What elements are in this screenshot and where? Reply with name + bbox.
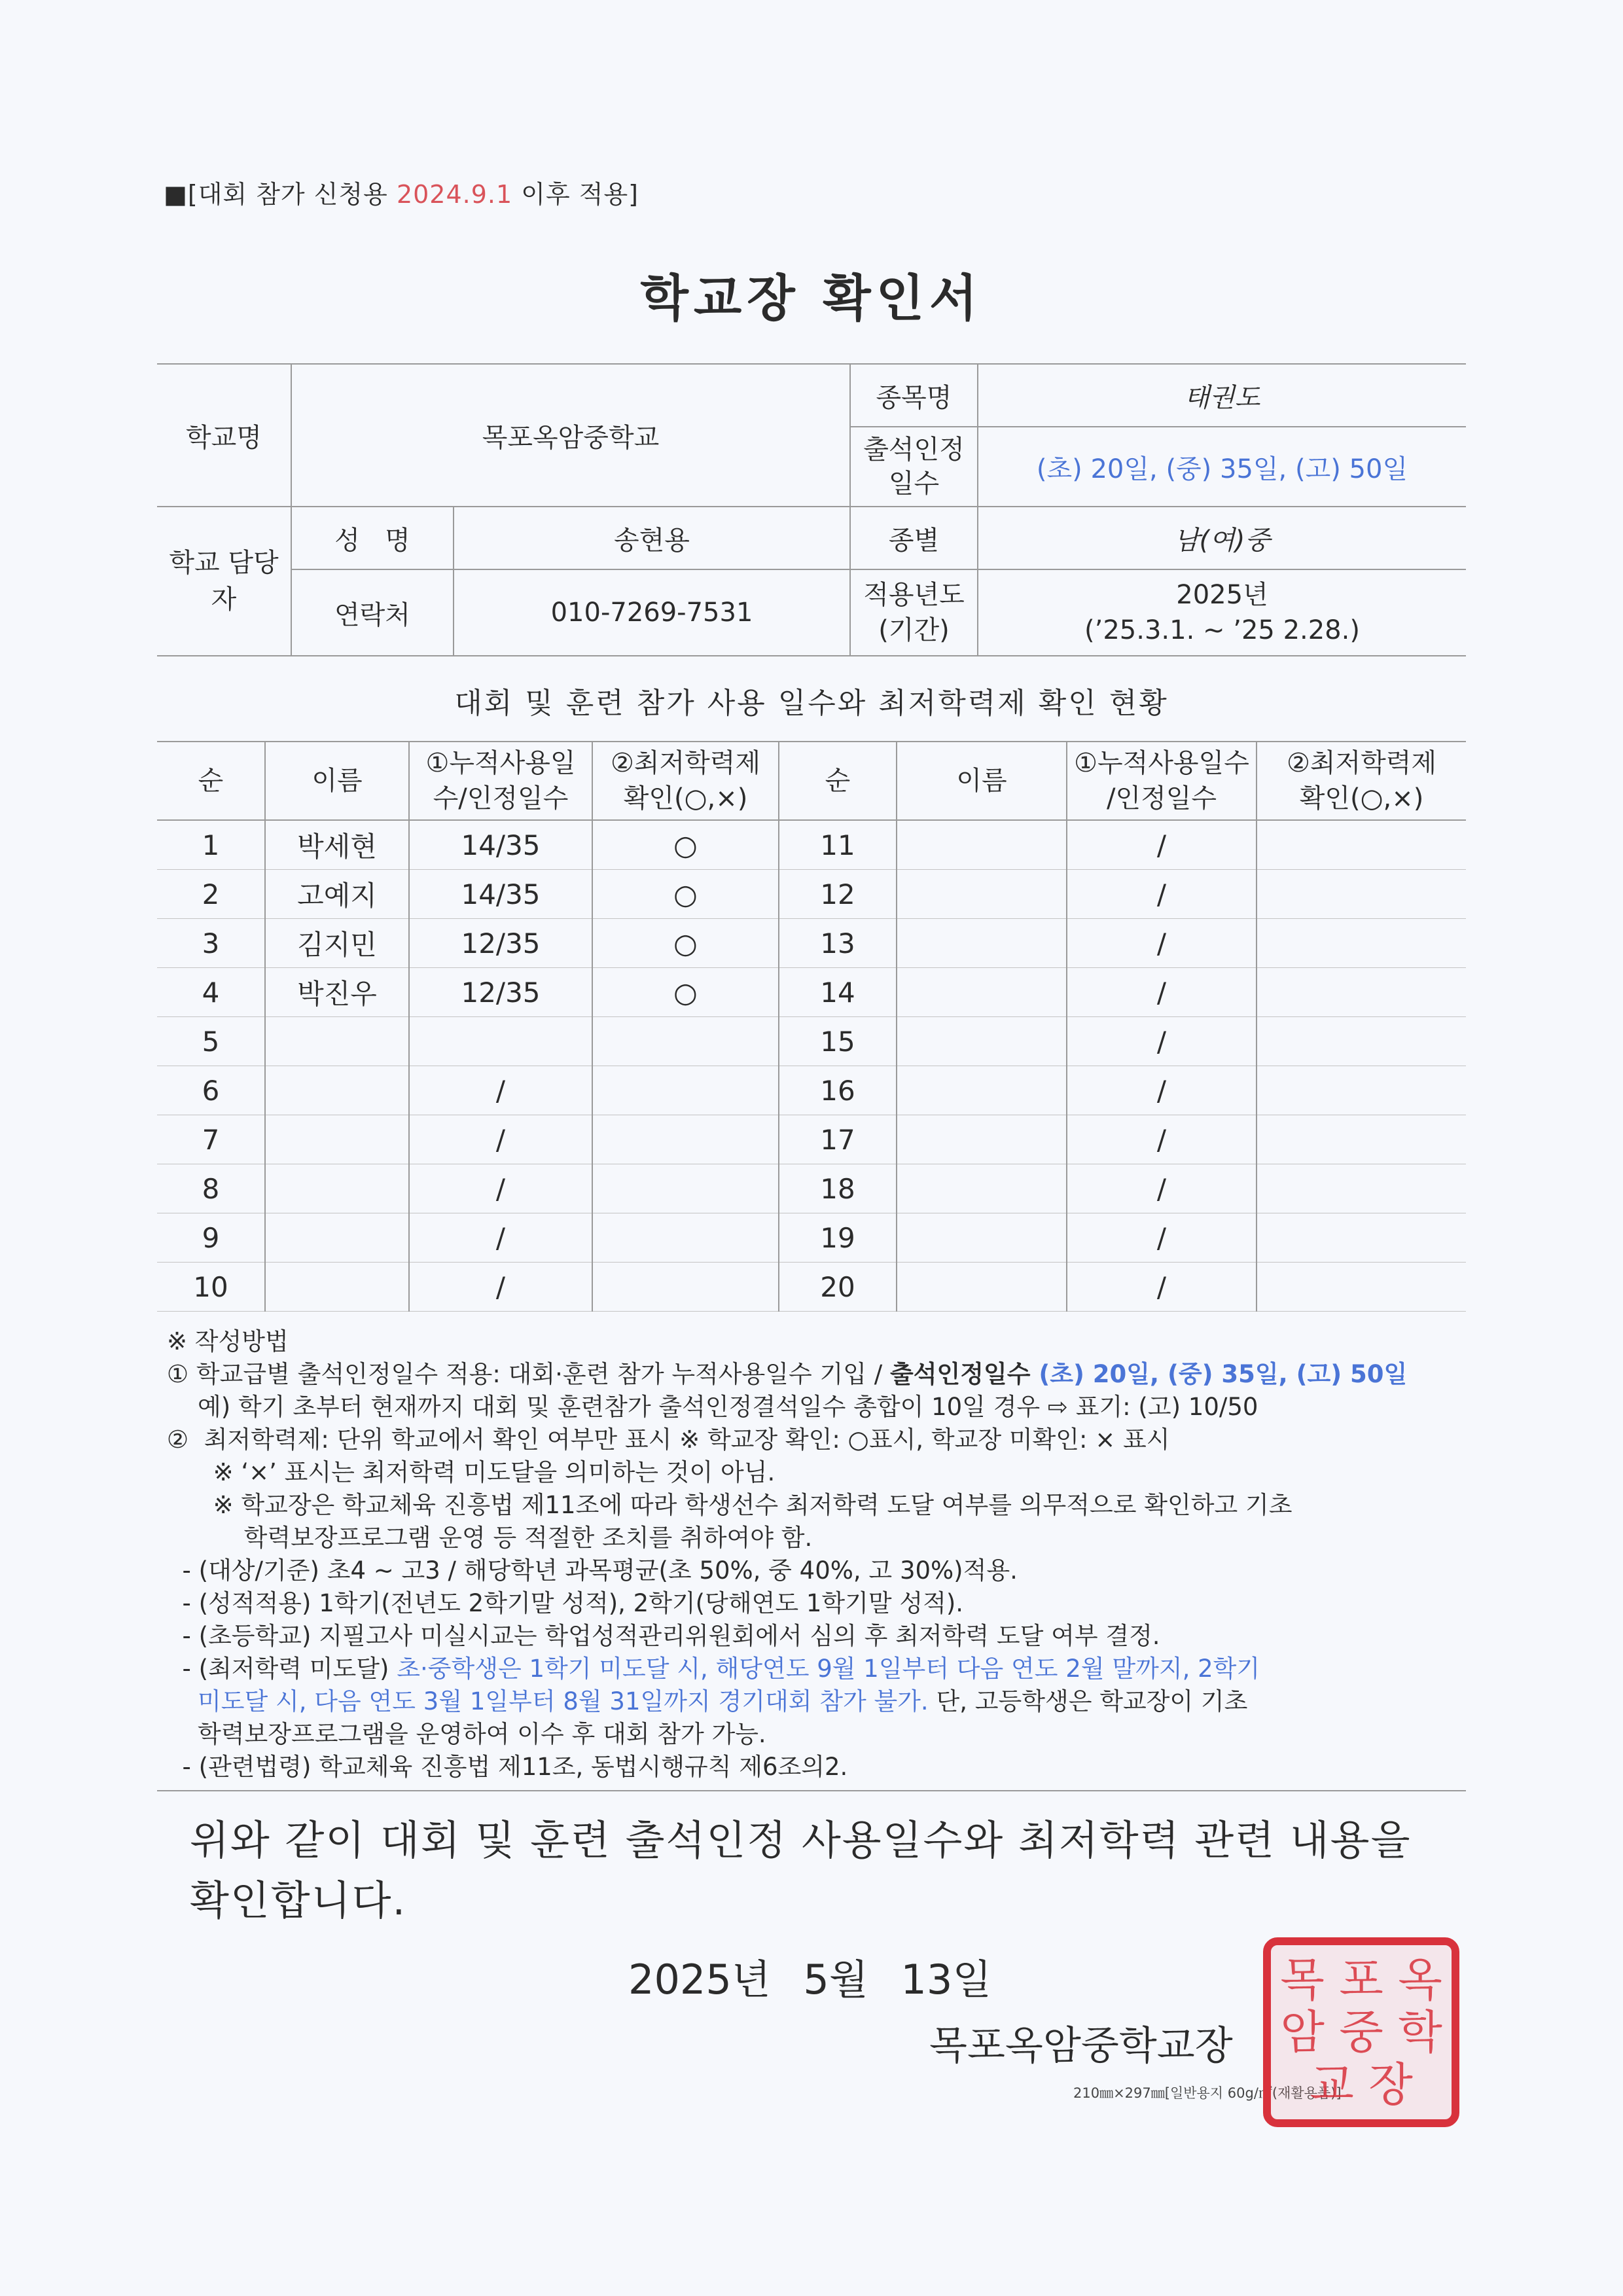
cell-name2 bbox=[897, 919, 1067, 968]
instruction-line bbox=[167, 1685, 1476, 1718]
header-days-line1: ①누적사용일 bbox=[425, 748, 576, 778]
status-title: 대회 및 훈련 참가 사용 일수와 최저학력제 확인 현황 bbox=[454, 687, 1169, 720]
cell-name2 bbox=[897, 1017, 1067, 1066]
cell-days: / bbox=[409, 1066, 592, 1115]
header-min-line1: ②최저학력제 bbox=[610, 748, 761, 778]
sport-value: 태권도 bbox=[978, 364, 1466, 427]
cell-days2: / bbox=[1067, 820, 1257, 870]
cell-min2 bbox=[1257, 1263, 1466, 1312]
cell-name bbox=[265, 1164, 409, 1213]
cell-no: 7 bbox=[157, 1115, 265, 1164]
cell-no2: 16 bbox=[779, 1066, 897, 1115]
cell-days: / bbox=[409, 1213, 592, 1263]
name-label: 성 명 bbox=[291, 507, 454, 569]
cell-name2 bbox=[897, 1115, 1067, 1164]
table-header-row bbox=[157, 742, 1466, 820]
instruction-blue: 미도달 시, 다음 연도 3월 1일부터 8월 31일까지 경기대회 참가 불가. bbox=[167, 1687, 929, 1715]
table-row bbox=[157, 1017, 1466, 1066]
confirmation-statement: 위와 같이 대회 및 훈련 출석인정 사용일수와 최저학력 관련 내용을 확인합니다. bbox=[190, 1816, 1412, 1924]
cell-min2 bbox=[1257, 870, 1466, 919]
cell-min bbox=[592, 1066, 779, 1115]
cell-no: 2 bbox=[157, 870, 265, 919]
cell-name bbox=[265, 1263, 409, 1312]
cell-min: ○ bbox=[592, 820, 779, 870]
gender-label: 종별 bbox=[850, 507, 978, 569]
table-row bbox=[157, 1263, 1466, 1312]
header-min-2 bbox=[1257, 742, 1466, 820]
cell-min bbox=[592, 1017, 779, 1066]
cell-name: 고예지 bbox=[265, 870, 409, 919]
cell-no: 9 bbox=[157, 1213, 265, 1263]
instruction-line: 학력보장프로그램을 운영하여 이수 후 대회 참가 가능. bbox=[167, 1720, 766, 1748]
instruction-line: - (초등학교) 지필고사 미실시교는 학업성적관리위원회에서 심의 후 최저학력 도달 여부 결정. bbox=[167, 1622, 1160, 1650]
header-days bbox=[409, 742, 592, 820]
cell-no: 10 bbox=[157, 1263, 265, 1312]
participant-table bbox=[157, 741, 1466, 1312]
year-label: 적용년도 (기간) bbox=[850, 569, 978, 656]
cell-days: / bbox=[409, 1164, 592, 1213]
cell-min2 bbox=[1257, 820, 1466, 870]
school-name-value: 목포옥암중학교 bbox=[291, 364, 850, 507]
table-row bbox=[157, 820, 1466, 870]
cell-name: 김지민 bbox=[265, 919, 409, 968]
table-row bbox=[157, 1066, 1466, 1115]
table-body bbox=[157, 820, 1466, 1312]
instruction-line: ※ 학교장은 학교체육 진흥법 제11조에 따라 학생선수 최저학력 도달 여부를 의무적으로 확인하고 기초 bbox=[167, 1491, 1293, 1519]
usage-note-date: 2024.9.1 bbox=[396, 180, 513, 209]
instruction-line: ② 최저학력제: 단위 학교에서 확인 여부만 표시 ※ 학교장 확인: ○표시, 학교장 미확인: × 표시 bbox=[167, 1426, 1170, 1454]
cell-days: 14/35 bbox=[409, 870, 592, 919]
paper-size-note: 210㎜×297㎜[일반용지 60g/㎡(재활용품)] bbox=[1073, 2085, 1342, 2101]
cell-min bbox=[592, 1263, 779, 1312]
table-row bbox=[157, 968, 1466, 1017]
cell-no2: 18 bbox=[779, 1164, 897, 1213]
contact-value: 010-7269-7531 bbox=[454, 569, 850, 656]
form-usage-note bbox=[164, 174, 639, 210]
seal-glyph: 중 bbox=[1339, 2005, 1383, 2059]
cell-min bbox=[592, 1213, 779, 1263]
cell-days2: / bbox=[1067, 1164, 1257, 1213]
cell-days2: / bbox=[1067, 1213, 1257, 1263]
header-name-2: 이름 bbox=[897, 742, 1067, 820]
instruction-line: - (관련법령) 학교체육 진흥법 제11조, 동법시행규칙 제6조의2. bbox=[167, 1753, 848, 1781]
info-table bbox=[157, 363, 1466, 656]
instruction-bold: 출석인정일수 bbox=[890, 1360, 1039, 1388]
table-row bbox=[157, 1115, 1466, 1164]
usage-note-suffix: 이후 적용] bbox=[512, 180, 639, 209]
instruction-line: - (대상/기준) 초4 ~ 고3 / 해당학년 과목평균(초 50%, 중 40%, 고 30%)적용. bbox=[167, 1556, 1018, 1585]
cell-name2 bbox=[897, 968, 1067, 1017]
cell-min: ○ bbox=[592, 919, 779, 968]
instruction-blue: 초·중학생은 1학기 미도달 시, 해당연도 9월 1일부터 다음 연도 2월 말까지, 2학기 bbox=[397, 1655, 1260, 1683]
cell-min: ○ bbox=[592, 870, 779, 919]
header-days2-line1: ①누적사용일수 bbox=[1074, 748, 1249, 778]
instructions-heading: ※ 작성방법 bbox=[167, 1327, 289, 1355]
header-name: 이름 bbox=[265, 742, 409, 820]
school-seal bbox=[1263, 1937, 1459, 2127]
instruction-line: 예) 학기 초부터 현재까지 대회 및 훈련참가 출석인정결석일수 총합이 10일 경우 ⇨ 표기: (고) 10/50 bbox=[167, 1393, 1258, 1421]
cell-no: 3 bbox=[157, 919, 265, 968]
cell-no: 5 bbox=[157, 1017, 265, 1066]
header-min2-line1: ②최저학력제 bbox=[1286, 748, 1437, 778]
cell-no2: 15 bbox=[779, 1017, 897, 1066]
attendance-value: (초) 20일, (중) 35일, (고) 50일 bbox=[978, 427, 1466, 507]
confirmation-date: 2025년 5월 13일 bbox=[628, 1956, 992, 2003]
cell-days: 12/35 bbox=[409, 968, 592, 1017]
cell-min: ○ bbox=[592, 968, 779, 1017]
cell-no2: 11 bbox=[779, 820, 897, 870]
cell-name2 bbox=[897, 1164, 1067, 1213]
cell-min2 bbox=[1257, 1164, 1466, 1213]
cell-min2 bbox=[1257, 1115, 1466, 1164]
cell-no: 8 bbox=[157, 1164, 265, 1213]
contact-label: 연락처 bbox=[291, 569, 454, 656]
seal-lettering bbox=[1271, 1945, 1452, 2119]
seal-glyph: 목 bbox=[1280, 1953, 1325, 2007]
cell-days2: / bbox=[1067, 968, 1257, 1017]
instruction-line bbox=[167, 1653, 1476, 1685]
instruction-text: - (최저학력 미도달) bbox=[167, 1655, 397, 1683]
cell-name bbox=[265, 1213, 409, 1263]
gender-value: 남(여)중 bbox=[978, 507, 1466, 569]
seal-glyph: 암 bbox=[1280, 2005, 1325, 2059]
cell-min2 bbox=[1257, 968, 1466, 1017]
cell-days2: / bbox=[1067, 1115, 1257, 1164]
cell-days2: / bbox=[1067, 1017, 1257, 1066]
cell-no2: 19 bbox=[779, 1213, 897, 1263]
staff-label: 학교 담당자 bbox=[157, 507, 291, 656]
table-row bbox=[157, 919, 1466, 968]
header-days2-line2: /인정일수 bbox=[1106, 783, 1217, 814]
header-days-line2: 수/인정일수 bbox=[433, 783, 569, 814]
cell-no2: 17 bbox=[779, 1115, 897, 1164]
divider bbox=[157, 1790, 1466, 1791]
cell-min2 bbox=[1257, 1017, 1466, 1066]
header-no-2: 순 bbox=[779, 742, 897, 820]
cell-min2 bbox=[1257, 1066, 1466, 1115]
seal-glyph: 장 bbox=[1368, 2058, 1413, 2111]
cell-name2 bbox=[897, 1066, 1067, 1115]
instruction-line: ※ ‘×’ 표시는 최저학력 미도달을 의미하는 것이 아님. bbox=[167, 1458, 776, 1486]
instruction-text: ① 학교급별 출석인정일수 적용: 대회·훈련 참가 누적사용일수 기입 / bbox=[167, 1360, 891, 1388]
instruction-text: 단, 고등학생은 학교장이 기초 bbox=[928, 1687, 1248, 1715]
cell-days2: / bbox=[1067, 1066, 1257, 1115]
cell-no2: 20 bbox=[779, 1263, 897, 1312]
document-title: 학교장 확인서 bbox=[640, 269, 983, 327]
cell-name: 박진우 bbox=[265, 968, 409, 1017]
table-row bbox=[157, 1164, 1466, 1213]
cell-days: / bbox=[409, 1263, 592, 1312]
cell-min2 bbox=[1257, 919, 1466, 968]
cell-name bbox=[265, 1017, 409, 1066]
header-min-line2: 확인(○,×) bbox=[623, 783, 748, 814]
cell-no2: 12 bbox=[779, 870, 897, 919]
attendance-label: 출석인정 일수 bbox=[850, 427, 978, 507]
seal-glyph: 교 bbox=[1310, 2058, 1354, 2111]
table-row bbox=[157, 1213, 1466, 1263]
cell-days2: / bbox=[1067, 870, 1257, 919]
cell-days: 12/35 bbox=[409, 919, 592, 968]
seal-glyph: 포 bbox=[1339, 1953, 1383, 2007]
instruction-line: - (성적적용) 1학기(전년도 2학기말 성적), 2학기(당해연도 1학기말 성적). bbox=[167, 1589, 964, 1617]
principal-signature: 목포옥암중학교장 bbox=[929, 2023, 1233, 2069]
usage-note-prefix: ■[대회 참가 신청용 bbox=[164, 180, 397, 209]
name-value: 송현용 bbox=[454, 507, 850, 569]
cell-name2 bbox=[897, 1263, 1067, 1312]
cell-name: 박세현 bbox=[265, 820, 409, 870]
year-value: 2025년 bbox=[1176, 580, 1268, 610]
instruction-line bbox=[167, 1358, 1476, 1391]
header-min2-line2: 확인(○,×) bbox=[1299, 783, 1424, 814]
cell-name2 bbox=[897, 1213, 1067, 1263]
cell-name2 bbox=[897, 870, 1067, 919]
seal-glyph: 학 bbox=[1398, 2005, 1442, 2059]
cell-min bbox=[592, 1164, 779, 1213]
cell-days2: / bbox=[1067, 919, 1257, 968]
cell-name bbox=[265, 1066, 409, 1115]
instructions bbox=[167, 1325, 1476, 1784]
cell-no: 6 bbox=[157, 1066, 265, 1115]
instruction-days: (초) 20일, (중) 35일, (고) 50일 bbox=[1039, 1360, 1408, 1388]
cell-no: 1 bbox=[157, 820, 265, 870]
table-row bbox=[157, 870, 1466, 919]
cell-days bbox=[409, 1017, 592, 1066]
cell-no2: 13 bbox=[779, 919, 897, 968]
header-days-2 bbox=[1067, 742, 1257, 820]
sport-label: 종목명 bbox=[850, 364, 978, 427]
cell-no: 4 bbox=[157, 968, 265, 1017]
year-cell bbox=[978, 569, 1466, 656]
cell-min2 bbox=[1257, 1213, 1466, 1263]
instruction-line: 학력보장프로그램 운영 등 적절한 조치를 취하여야 함. bbox=[167, 1524, 813, 1552]
school-name-label: 학교명 bbox=[157, 364, 291, 507]
cell-days: / bbox=[409, 1115, 592, 1164]
header-no: 순 bbox=[157, 742, 265, 820]
cell-no2: 14 bbox=[779, 968, 897, 1017]
cell-days: 14/35 bbox=[409, 820, 592, 870]
cell-min bbox=[592, 1115, 779, 1164]
cell-days2: / bbox=[1067, 1263, 1257, 1312]
header-min bbox=[592, 742, 779, 820]
cell-name bbox=[265, 1115, 409, 1164]
period-value: (’25.3.1. ~ ’25 2.28.) bbox=[1084, 615, 1360, 645]
cell-name2 bbox=[897, 820, 1067, 870]
seal-glyph: 옥 bbox=[1398, 1953, 1442, 2007]
